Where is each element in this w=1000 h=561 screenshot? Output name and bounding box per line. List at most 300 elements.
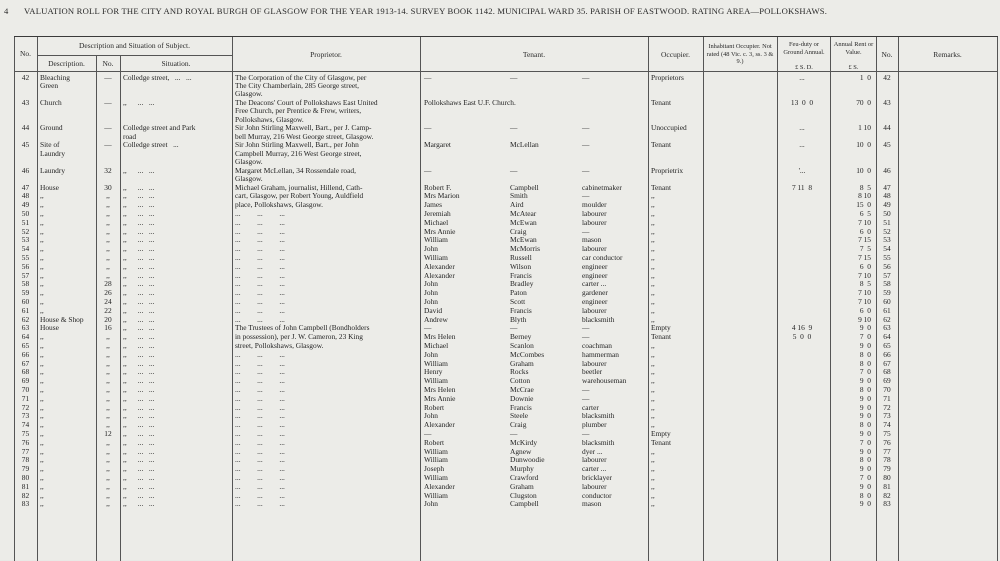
row-occupier: ,, xyxy=(651,297,655,306)
row-proprietor: ... ... ... xyxy=(235,305,285,315)
row-description: ,, xyxy=(40,279,44,289)
row-annual-rent: 7 0 xyxy=(859,367,871,377)
row-proprietor: ... ... ... xyxy=(235,235,285,245)
row-description: ,, xyxy=(40,393,44,403)
row-number: 68 xyxy=(21,367,30,377)
row-proprietor: The Corporation of the City of Glasgow, per The City Chamberlain, 285 George street, Glasgow. xyxy=(235,73,367,99)
row-number: 56 xyxy=(21,261,30,271)
row-tenant-first: Pollokshaws East U.F. Church. xyxy=(424,98,516,108)
row-tenant-first: John xyxy=(424,297,438,306)
row-description: ,, xyxy=(40,490,44,500)
row-proprietor: in possession), per J. W. Cameron, 23 King xyxy=(235,332,363,342)
row-sub-number: ,, xyxy=(106,217,110,227)
row-tenant-last: Craig xyxy=(510,420,527,430)
row-tenant-trade: carter xyxy=(582,402,599,412)
row-tenant-last: Murphy xyxy=(510,464,534,474)
row-tenant-last: Dunwoodie xyxy=(510,455,545,465)
page-title: VALUATION ROLL FOR THE CITY AND ROYAL BURGH OF GLASGOW FOR THE YEAR 1913-14. SURVEY BOOK 1142. MUNICIPAL WARD 35. PARISH OF EASTWOOD. RATING AREA—POLLOKSHAWS. xyxy=(24,6,828,16)
row-annual-rent: 1 10 xyxy=(858,123,871,133)
row-tenant-trade: engineer xyxy=(582,261,608,271)
row-proprietor: ... ... ... xyxy=(235,393,285,403)
row-situation: ,, ... ... xyxy=(123,464,155,474)
row-description: ,, xyxy=(40,437,44,447)
row-situation: ,, ... ... xyxy=(123,244,155,254)
row-sub-number: ,, xyxy=(106,261,110,271)
table-rule xyxy=(648,37,649,561)
row-description: ,, xyxy=(40,200,44,210)
row-annual-rent: 9 0 xyxy=(859,411,871,421)
row-sub-number: ,, xyxy=(106,411,110,421)
row-description: Site of Laundry xyxy=(40,140,66,158)
row-tenant-trade: hammerman xyxy=(582,349,619,359)
row-occupier: ,, xyxy=(651,191,655,201)
row-description: House xyxy=(40,323,59,333)
row-number: 70 xyxy=(21,385,30,394)
row-sub-number: ,, xyxy=(106,490,110,500)
row-number-right: 56 xyxy=(883,261,891,271)
row-occupier: ,, xyxy=(651,209,655,218)
row-proprietor: ... ... ... xyxy=(235,464,285,474)
row-tenant-first: William xyxy=(424,358,448,368)
row-annual-rent: 9 0 xyxy=(859,402,871,412)
row-description: ,, xyxy=(40,367,44,377)
row-number: 46 xyxy=(21,165,30,175)
row-annual-rent: 9 0 xyxy=(859,481,871,491)
row-description: Bleaching Green xyxy=(40,73,70,91)
row-description: ,, xyxy=(40,455,44,465)
row-sub-number: ,, xyxy=(106,446,110,456)
row-tenant-trade: — xyxy=(582,140,590,150)
row-tenant-first: Mrs Marion xyxy=(424,191,460,201)
row-tenant-first: David xyxy=(424,305,443,315)
row-annual-rent: 9 0 xyxy=(859,341,871,350)
col-header-description-group: Description and Situation of Subject. xyxy=(78,41,191,50)
row-annual-rent: 6 0 xyxy=(859,305,871,315)
row-tenant-last: Bradley xyxy=(510,279,534,289)
row-tenant-trade: conductor xyxy=(582,490,612,500)
row-tenant-first: John xyxy=(424,279,438,289)
row-proprietor: ... ... ... xyxy=(235,226,285,236)
row-number-right: 59 xyxy=(883,288,891,298)
row-tenant-first: John xyxy=(424,244,438,254)
row-annual-rent: 6 0 xyxy=(859,226,871,236)
row-situation: ,, ... ... xyxy=(123,297,155,306)
table-rule xyxy=(997,37,998,561)
row-description: ,, xyxy=(40,358,44,368)
row-annual-rent: 9 10 xyxy=(858,314,871,324)
row-number-right: 78 xyxy=(883,455,891,465)
row-number: 64 xyxy=(21,332,30,342)
row-tenant-first: James xyxy=(424,200,443,210)
row-tenant-trade: mason xyxy=(582,235,602,245)
row-description: ,, xyxy=(40,411,44,421)
row-tenant-trade: labourer xyxy=(582,358,607,368)
row-tenant-trade: — xyxy=(582,165,590,175)
row-number: 43 xyxy=(21,98,30,108)
row-tenant-first: William xyxy=(424,376,448,386)
row-sub-number: 32 xyxy=(104,165,112,175)
row-tenant-trade: cabinetmaker xyxy=(582,182,622,192)
row-annual-rent: 7 0 xyxy=(859,473,871,482)
row-proprietor: ... ... ... xyxy=(235,358,285,368)
col-header-sub-no: No. xyxy=(102,59,114,68)
row-tenant-trade: carter ... xyxy=(582,464,607,474)
row-number: 76 xyxy=(21,437,30,447)
row-tenant-trade: warehouseman xyxy=(582,376,627,386)
row-sub-number: — xyxy=(104,98,112,108)
row-occupier: ,, xyxy=(651,253,655,262)
row-tenant-first: Henry xyxy=(424,367,443,377)
row-annual-rent: 70 0 xyxy=(856,98,871,108)
row-tenant-last: Francis xyxy=(510,270,532,280)
row-sub-number: ,, xyxy=(106,473,110,482)
row-occupier: ,, xyxy=(651,420,655,430)
row-number-right: 79 xyxy=(883,464,891,474)
row-number: 51 xyxy=(21,217,30,227)
row-tenant-trade: plumber xyxy=(582,420,607,430)
row-situation: ,, ... ... xyxy=(123,200,155,210)
row-annual-rent: 8 5 xyxy=(859,279,871,289)
row-feu-duty: '... xyxy=(798,165,806,175)
row-proprietor: ... ... ... xyxy=(235,209,285,218)
row-tenant-last: Francis xyxy=(510,305,532,315)
row-number: 55 xyxy=(21,253,30,262)
row-number: 79 xyxy=(21,464,30,474)
row-proprietor: ... ... ... xyxy=(235,429,285,438)
row-tenant-trade: blacksmith xyxy=(582,314,615,324)
row-tenant-last: Downie xyxy=(510,393,534,403)
row-situation: ,, ... ... xyxy=(123,420,155,430)
row-sub-number: 28 xyxy=(104,279,112,289)
row-tenant-trade: moulder xyxy=(582,200,607,210)
table-rule xyxy=(37,37,38,561)
row-situation: ,, ... ... xyxy=(123,235,155,245)
row-proprietor: ... ... ... xyxy=(235,437,285,447)
row-occupier: ,, xyxy=(651,490,655,500)
col-header-no: No. xyxy=(19,49,32,58)
row-description: ,, xyxy=(40,253,44,262)
row-situation: ,, ... ... xyxy=(123,385,155,394)
row-occupier: ,, xyxy=(651,455,655,465)
row-feu-duty: 4 16 9 xyxy=(791,323,813,333)
row-occupier: ,, xyxy=(651,314,655,324)
row-number-right: 76 xyxy=(883,437,891,447)
row-occupier: ,, xyxy=(651,481,655,491)
row-tenant-last: Paton xyxy=(510,288,527,298)
row-number: 66 xyxy=(21,349,30,359)
table-rule xyxy=(420,37,421,561)
row-sub-number: ,, xyxy=(106,393,110,403)
row-annual-rent: 9 0 xyxy=(859,464,871,474)
row-tenant-last: Wilson xyxy=(510,261,532,271)
row-tenant-last: Smith xyxy=(510,191,528,201)
row-tenant-last: Graham xyxy=(510,358,534,368)
row-tenant-first: Jeremiah xyxy=(424,209,451,218)
row-annual-rent: 9 0 xyxy=(859,393,871,403)
row-situation: ,, ... ... xyxy=(123,226,155,236)
row-tenant-trade: — xyxy=(582,385,590,394)
row-number: 62 xyxy=(21,314,30,324)
row-number-right: 46 xyxy=(883,165,891,175)
row-number-right: 51 xyxy=(883,217,891,227)
row-description: Church xyxy=(40,98,62,108)
row-number-right: 49 xyxy=(883,200,891,210)
row-tenant-first: Andrew xyxy=(424,314,448,324)
row-tenant-last: Aird xyxy=(510,200,524,210)
row-occupier: ,, xyxy=(651,367,655,377)
row-number-right: 80 xyxy=(883,473,891,482)
row-tenant-trade: labourer xyxy=(582,481,607,491)
row-tenant-last: Rocks xyxy=(510,367,529,377)
row-tenant-first: — xyxy=(424,323,432,333)
row-tenant-last: Clugston xyxy=(510,490,537,500)
row-situation: ,, ... ... xyxy=(123,376,155,386)
row-tenant-first: William xyxy=(424,235,448,245)
row-tenant-last: Russell xyxy=(510,253,532,262)
row-annual-rent: 8 0 xyxy=(859,455,871,465)
row-tenant-last: Cotton xyxy=(510,376,531,386)
row-sub-number: ,, xyxy=(106,191,110,201)
row-situation: ,, ... ... xyxy=(123,341,155,350)
row-proprietor: ... ... ... xyxy=(235,490,285,500)
row-tenant-trade: blacksmith xyxy=(582,437,615,447)
row-proprietor: ... ... ... xyxy=(235,367,285,377)
row-number: 50 xyxy=(21,209,30,218)
row-tenant-trade: coachman xyxy=(582,341,612,350)
row-situation: ,, ... ... xyxy=(123,270,155,280)
row-annual-rent: 7 0 xyxy=(859,437,871,447)
row-tenant-last: Scanlon xyxy=(510,341,534,350)
row-situation: ,, ... ... xyxy=(123,393,155,403)
row-situation: ,, ... ... xyxy=(123,437,155,447)
row-number-right: 72 xyxy=(883,402,891,412)
valuation-table xyxy=(14,36,998,561)
row-number-right: 45 xyxy=(883,140,891,150)
row-description: ,, xyxy=(40,464,44,474)
row-tenant-first: Alexander xyxy=(424,420,455,430)
row-occupier: Empty xyxy=(651,323,671,333)
row-tenant-first: Joseph xyxy=(424,464,445,474)
row-description: House & Shop xyxy=(40,314,84,324)
row-tenant-first: William xyxy=(424,473,448,482)
row-number-right: 71 xyxy=(883,393,891,403)
row-tenant-first: William xyxy=(424,253,448,262)
table-rule xyxy=(14,37,15,561)
table-rule xyxy=(777,37,778,561)
row-tenant-first: William xyxy=(424,490,448,500)
row-number: 52 xyxy=(21,226,30,236)
row-number: 59 xyxy=(21,288,30,298)
row-proprietor: place, Pollokshaws, Glasgow. xyxy=(235,200,323,210)
row-number: 60 xyxy=(21,297,30,306)
row-tenant-last: McEwan xyxy=(510,217,537,227)
row-sub-number: ,, xyxy=(106,253,110,262)
row-situation: ,, ... ... xyxy=(123,402,155,412)
row-number-right: 66 xyxy=(883,349,891,359)
row-number: 57 xyxy=(21,270,30,280)
row-situation: ,, ... ... xyxy=(123,165,155,175)
row-tenant-trade: car conductor xyxy=(582,253,623,262)
row-tenant-first: Mrs Annie xyxy=(424,226,456,236)
row-occupier: Tenant xyxy=(651,98,672,108)
row-number: 67 xyxy=(21,358,30,368)
row-tenant-trade: bricklayer xyxy=(582,473,612,482)
row-number-right: 70 xyxy=(883,385,891,394)
row-number: 53 xyxy=(21,235,30,245)
row-tenant-last: Steele xyxy=(510,411,529,421)
row-occupier: Tenant xyxy=(651,437,672,447)
row-tenant-last: Francis xyxy=(510,402,532,412)
row-occupier: ,, xyxy=(651,270,655,280)
row-number-right: 44 xyxy=(883,123,891,133)
row-feu-duty: 5 0 0 xyxy=(792,332,812,342)
row-annual-rent: 9 0 xyxy=(859,499,871,509)
row-annual-rent: 7 10 xyxy=(858,270,871,280)
row-sub-number: 30 xyxy=(104,182,112,192)
table-rule xyxy=(898,37,899,561)
row-sub-number: — xyxy=(104,73,112,82)
row-situation: ,, ... ... xyxy=(123,191,155,201)
row-proprietor: ... ... ... xyxy=(235,217,285,227)
row-number: 54 xyxy=(21,244,30,254)
row-tenant-first: Robert F. xyxy=(424,182,452,192)
row-situation: ,, ... ... xyxy=(123,288,155,298)
row-number-right: 61 xyxy=(883,305,891,315)
row-tenant-trade: — xyxy=(582,191,590,201)
row-occupier: ,, xyxy=(651,244,655,254)
row-sub-number: ,, xyxy=(106,332,110,342)
row-tenant-trade: — xyxy=(582,73,590,82)
row-situation: ,, ... ... xyxy=(123,332,155,342)
row-situation: ,, ... ... xyxy=(123,182,155,192)
row-tenant-last: Scott xyxy=(510,297,526,306)
row-number: 49 xyxy=(21,200,30,210)
table-rule xyxy=(37,55,232,56)
row-proprietor: ... ... ... xyxy=(235,481,285,491)
row-tenant-trade: carter ... xyxy=(582,279,607,289)
row-tenant-last: McEwan xyxy=(510,235,537,245)
row-annual-rent: 7 10 xyxy=(858,297,871,306)
row-feu-duty: ... xyxy=(799,123,805,133)
row-description: ,, xyxy=(40,481,44,491)
row-situation: ,, ... ... xyxy=(123,279,155,289)
row-annual-rent: 15 0 xyxy=(856,200,871,210)
row-sub-number: ,, xyxy=(106,209,110,218)
row-situation: ,, ... ... xyxy=(123,499,155,509)
row-situation: ,, ... ... xyxy=(123,481,155,491)
row-number-right: 83 xyxy=(883,499,891,509)
row-annual-rent: 1 0 xyxy=(859,73,871,82)
row-occupier: ,, xyxy=(651,499,655,509)
row-occupier: Tenant xyxy=(651,140,672,150)
row-situation: ,, ... ... xyxy=(123,314,155,324)
row-description: ,, xyxy=(40,226,44,236)
row-situation: ,, ... ... xyxy=(123,429,155,438)
table-rule xyxy=(232,37,233,561)
row-tenant-first: Alexander xyxy=(424,481,455,491)
row-proprietor: ... ... ... xyxy=(235,297,285,306)
row-annual-rent: 7 10 xyxy=(858,217,871,227)
col-header-remarks: Remarks. xyxy=(933,50,962,59)
row-situation: ,, ... ... xyxy=(123,261,155,271)
col-header-feu-duty: Feu-duty or Ground Annual. xyxy=(783,41,825,56)
row-occupier: ,, xyxy=(651,341,655,350)
row-occupier: ,, xyxy=(651,446,655,456)
row-proprietor: street, Pollokshaws, Glasgow. xyxy=(235,341,324,350)
row-tenant-trade: labourer xyxy=(582,209,607,218)
col-header-inhabitant-occupier: Inhabitant Occupier. Not rated (48 Vic. c. 3, ss. 3 & 9.) xyxy=(706,43,774,65)
row-situation: ,, ... ... xyxy=(123,217,155,227)
row-occupier: Proprietors xyxy=(651,73,684,82)
row-sub-number: ,, xyxy=(106,358,110,368)
row-proprietor: ... ... ... xyxy=(235,420,285,430)
row-number-right: 50 xyxy=(883,209,891,218)
row-description: ,, xyxy=(40,305,44,315)
row-description: ,, xyxy=(40,349,44,359)
row-annual-rent: 7 5 xyxy=(859,244,871,254)
row-number-right: 42 xyxy=(883,73,891,82)
row-annual-rent: 7 15 xyxy=(858,235,871,245)
row-tenant-last: Craig xyxy=(510,226,527,236)
row-description: ,, xyxy=(40,429,44,438)
row-description: ,, xyxy=(40,473,44,482)
row-tenant-first: Robert xyxy=(424,437,445,447)
row-tenant-last: Blyth xyxy=(510,314,527,324)
row-tenant-trade: labourer xyxy=(582,217,607,227)
col-header-no-right: No. xyxy=(881,50,893,59)
row-proprietor: Michael Graham, journalist, Hillend, Cath- xyxy=(235,182,363,192)
row-annual-rent: 7 15 xyxy=(858,253,871,262)
row-proprietor: ... ... ... xyxy=(235,499,285,509)
row-description: Laundry xyxy=(40,165,66,175)
row-number-right: 74 xyxy=(883,420,891,430)
row-tenant-first: — xyxy=(424,123,432,133)
row-occupier: ,, xyxy=(651,235,655,245)
row-annual-rent: 8 5 xyxy=(859,182,871,192)
row-occupier: Unoccupied xyxy=(651,123,687,133)
row-number-right: 64 xyxy=(883,332,891,342)
row-tenant-first: John xyxy=(424,499,438,509)
row-sub-number: 16 xyxy=(104,323,112,333)
row-situation: ,, ... ... xyxy=(123,98,155,108)
row-occupier: ,, xyxy=(651,411,655,421)
row-feu-duty: 7 11 8 xyxy=(791,182,813,192)
row-tenant-last: McAtear xyxy=(510,209,537,218)
row-number: 65 xyxy=(21,341,30,350)
row-number-right: 55 xyxy=(883,253,891,262)
row-description: Ground xyxy=(40,123,63,133)
row-number-right: 69 xyxy=(883,376,891,386)
row-tenant-last: Campbell xyxy=(510,182,539,192)
row-tenant-first: Alexander xyxy=(424,270,455,280)
row-tenant-trade: — xyxy=(582,123,590,133)
row-sub-number: — xyxy=(104,123,112,133)
row-situation: ,, ... ... xyxy=(123,209,155,218)
row-description: House xyxy=(40,182,59,192)
row-sub-number: 24 xyxy=(104,297,112,306)
row-proprietor: ... ... ... xyxy=(235,253,285,262)
row-tenant-trade: — xyxy=(582,429,590,438)
row-number-right: 47 xyxy=(883,182,891,192)
row-proprietor: cart, Glasgow, per Robert Young, Auldfield xyxy=(235,191,364,201)
row-situation: ,, ... ... xyxy=(123,305,155,315)
row-description: ,, xyxy=(40,385,44,394)
row-number-right: 75 xyxy=(883,429,891,438)
row-sub-number: 12 xyxy=(104,429,112,438)
row-number: 44 xyxy=(21,123,30,133)
row-sub-number: ,, xyxy=(106,349,110,359)
row-occupier: Empty xyxy=(651,429,671,438)
